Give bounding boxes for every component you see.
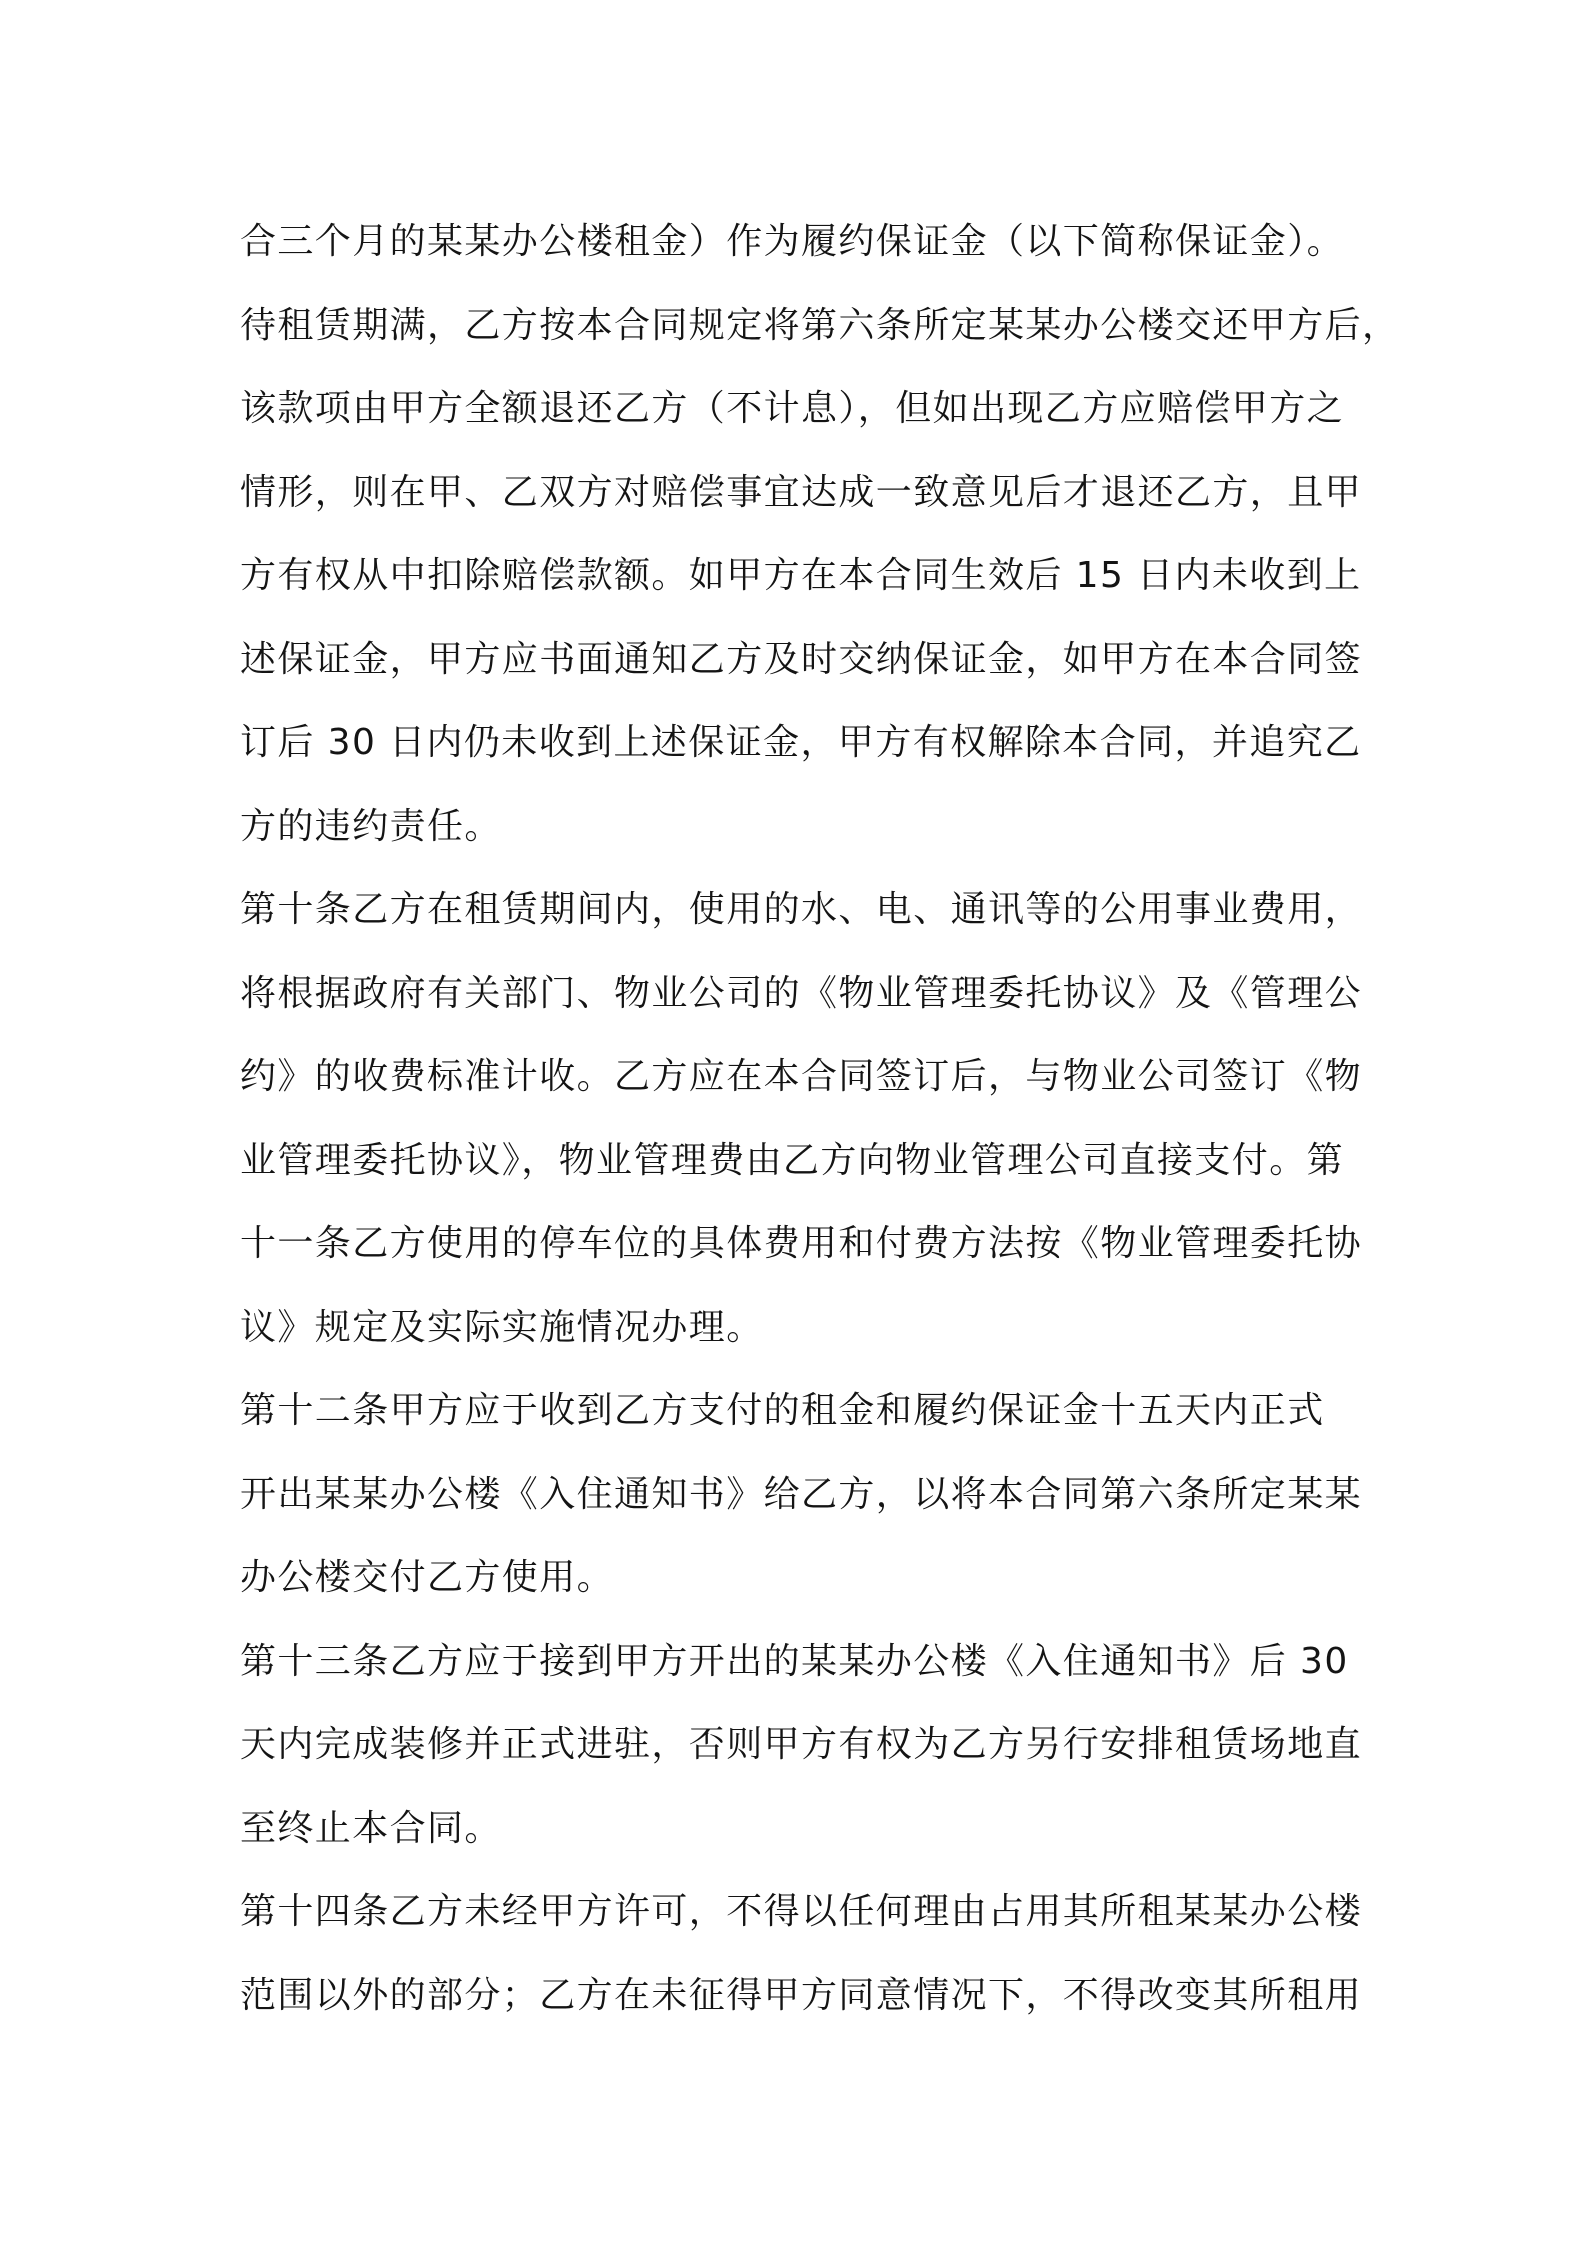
text-line: 办公楼交付乙方使用。 <box>240 1557 615 1598</box>
text-line: 方有权从中扣除赔偿款额。如甲方在本合同生效后 15 日内未收到上 <box>240 555 1362 596</box>
text-line: 至终止本合同。 <box>240 1807 502 1849</box>
text-line: 方的违约责任。 <box>240 805 502 847</box>
text-line: 订后 30 日内仍未收到上述保证金，甲方有权解除本合同，并追究乙 <box>240 722 1362 763</box>
text-line: 议》规定及实际实施情况办理。 <box>240 1306 764 1348</box>
text-line: 将根据政府有关部门、物业公司的《物业管理委托协议》及《管理公 <box>240 972 1363 1014</box>
text-line: 该款项由甲方全额退还乙方（不计息），但如出现乙方应赔偿甲方之 <box>240 388 1345 429</box>
text-line: 情形，则在甲、乙双方对赔偿事宜达成一致意见后才退还乙方，且甲 <box>240 471 1363 513</box>
text-line: 天内完成装修并正式进驻，否则甲方有权为乙方另行安排租赁场地直 <box>240 1724 1363 1765</box>
text-line: 述保证金，甲方应书面通知乙方及时交纳保证金，如甲方在本合同签 <box>240 638 1363 680</box>
text-line: 范围以外的部分；乙方在未征得甲方同意情况下，不得改变其所租用 <box>240 1974 1363 2016</box>
text-line: 第十二条甲方应于收到乙方支付的租金和履约保证金十五天内正式 <box>240 1390 1325 1431</box>
text-line: 合三个月的某某办公楼租金）作为履约保证金（以下简称保证金）。 <box>240 221 1345 262</box>
contract-body <box>240 200 1400 2037</box>
text-line: 第十条乙方在租赁期间内，使用的水、电、通讯等的公用事业费用， <box>240 889 1363 930</box>
text-line: 第十三条乙方应于接到甲方开出的某某办公楼《入住通知书》后 30 <box>240 1640 1349 1682</box>
text-line: 十一条乙方使用的停车位的具体费用和付费方法按《物业管理委托协 <box>240 1223 1363 1264</box>
text-line: 第十四条乙方未经甲方许可，不得以任何理由占用其所租某某办公楼 <box>240 1891 1363 1932</box>
text-line: 开出某某办公楼《入住通知书》给乙方，以将本合同第六条所定某某 <box>240 1473 1363 1515</box>
text-line: 业管理委托协议》，物业管理费由乙方向物业管理公司直接支付。第 <box>240 1139 1345 1181</box>
text-line: 约》的收费标准计收。乙方应在本合同签订后，与物业公司签订《物 <box>240 1056 1363 1097</box>
text-line: 待租赁期满，乙方按本合同规定将第六条所定某某办公楼交还甲方后， <box>240 304 1400 346</box>
